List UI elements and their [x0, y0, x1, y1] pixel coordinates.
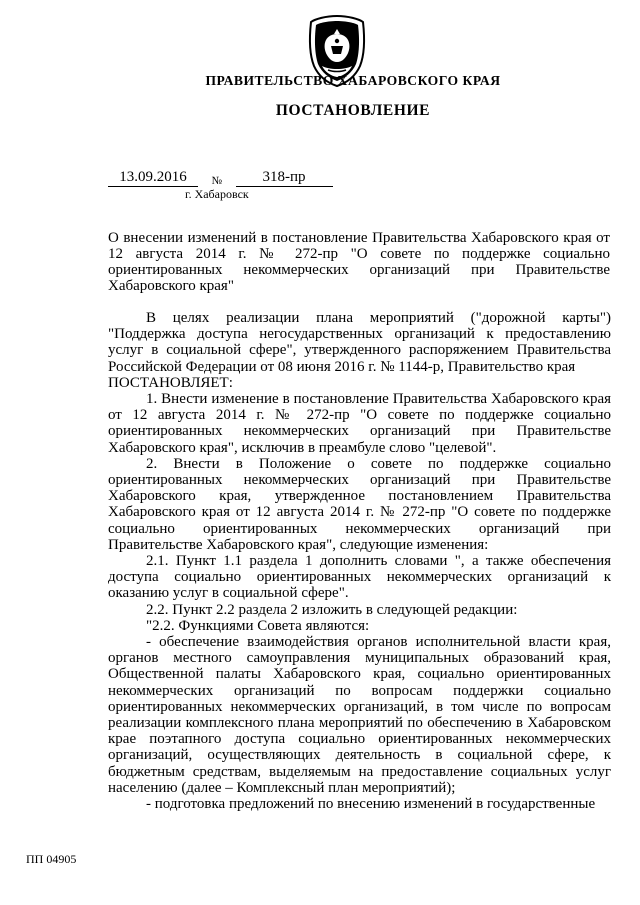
preamble-paragraph: В целях реализации плана мероприятий ("дорожной карты") "Поддержка доступа негосударственных организаций к предоставлению услуг в социальной сфере", утвержденного распоряжением Правительства Российской Федерации от 08 июня 2016 г. № 1144-р, Правительство края [108, 310, 611, 375]
clause-2: 2. Внести в Положение о совете по поддержке социально ориентированных некоммерческих организаций при Правительстве Хабаровского края, утвержденное постановлением Правительства Хабаровского края от 12 августа 2014 г. № 272-пр "О совете по поддержке социально ориентированных некоммерческих организаций при Правительстве Хабаровского края", следующие изменения: [108, 455, 611, 553]
document-body [108, 310, 611, 812]
document-type-title: ПОСТАНОВЛЕНИЕ [275, 102, 431, 119]
clause-1: 1. Внести изменение в постановление Правительства Хабаровского края от 12 августа 2014 г. № 272-пр "О совете по поддержке социально ориентированных некоммерческих организаций при Правительстве Хабаровского края", исключив в преамбуле слово "целевой". [108, 391, 611, 456]
document-subject: О внесении изменений в постановление Правительства Хабаровского края от 12 августа 2014 г. № 272-пр "О совете по поддержке социально ориентированных некоммерческих организаций при Правительстве Хабаровского края" [108, 230, 610, 294]
function-item-proposals: - подготовка предложений по внесению изменений в государственные [146, 796, 596, 813]
government-title: ПРАВИТЕЛЬСТВО ХАБАРОВСКОГО КРАЯ [205, 73, 501, 88]
document-city: г. Хабаровск [185, 187, 249, 201]
function-item-interaction: - обеспечение взаимодействия органов исполнительной власти края, органов местного самоуправления муниципальных образований края, Общественной палаты Хабаровского края, социально ориентированных некоммерческих организаций по вопросам поддержки социально ориентированных некоммерческих организаций, в том числе по вопросам реализации комплексного плана мероприятий по обеспечению в Хабаровском крае поэтапного доступа социально ориентированных некоммерческих организаций, осуществляющих деятельность в социальной сфере, к бюджетным средствам, выделяемым на предоставление социальных услуг населению (далее – Комплексный план мероприятий); [108, 634, 611, 796]
clause-2-1: 2.1. Пункт 1.1 раздела 1 дополнить словами ", а также обеспечения доступа социально ориентированных некоммерческих организаций к оказанию услуг в социальной сфере". [108, 553, 611, 602]
document-date: 13.09.2016 [108, 168, 198, 187]
document-number: 318-пр [236, 168, 333, 187]
council-functions-heading: "2.2. Функциями Совета являются: [146, 617, 370, 634]
registration-line [108, 168, 333, 187]
footer-document-code: ПП 04905 [26, 852, 77, 866]
number-sign: № [211, 175, 222, 187]
clause-2-2: 2.2. Пункт 2.2 раздела 2 изложить в следующей редакции: [146, 601, 518, 618]
resolves-heading: ПОСТАНОВЛЯЕТ: [108, 374, 233, 391]
